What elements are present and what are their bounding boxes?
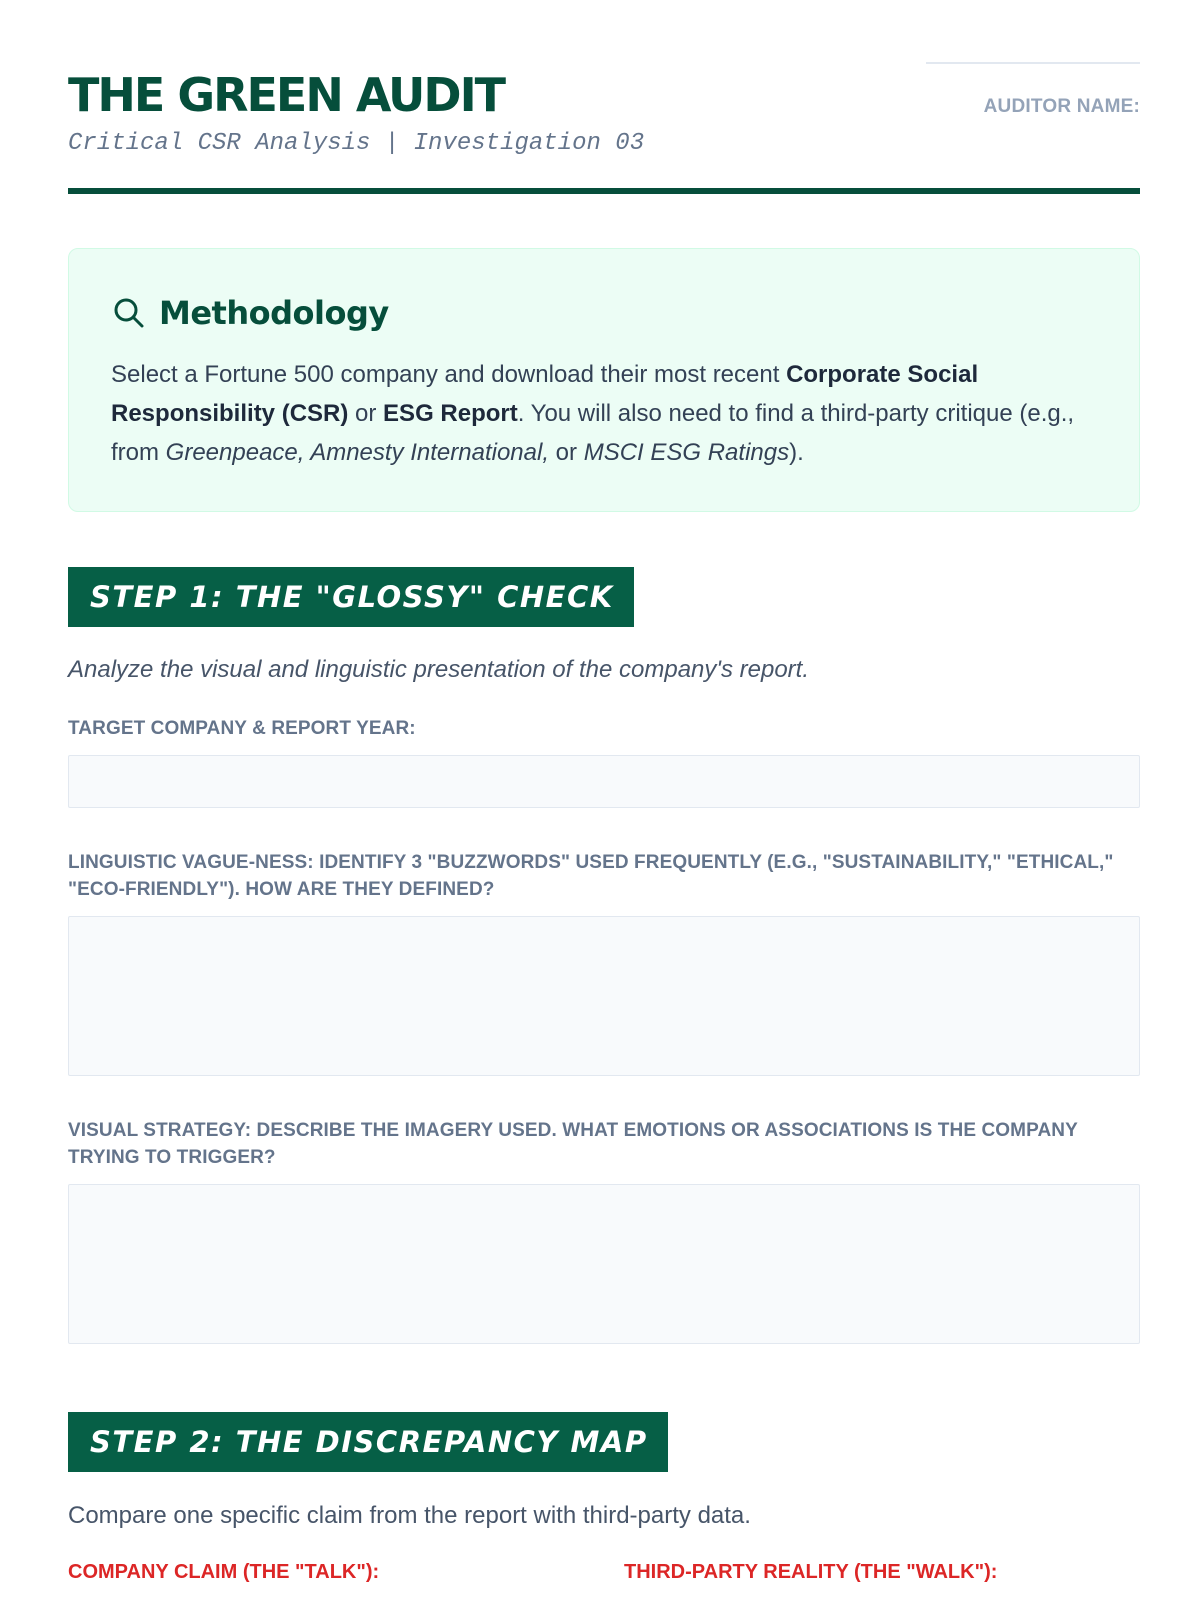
- methodology-text-part: or: [348, 400, 384, 427]
- methodology-text-part: ).: [789, 439, 804, 466]
- linguistic-vagueness-label: LINGUISTIC VAGUE-NESS: IDENTIFY 3 "BUZZWORDS" USED FREQUENTLY (E.G., "SUSTAINABILITY," "ETHICAL," "ECO-FRIENDLY"). HOW ARE THEY DEFINED?: [68, 852, 1114, 900]
- methodology-italic-sources: Greenpeace, Amnesty International,: [165, 439, 550, 466]
- company-claim-label: COMPANY CLAIM (THE "TALK"):: [68, 1561, 380, 1583]
- visual-strategy-field[interactable]: [68, 1184, 1140, 1344]
- methodology-text-part: Select a Fortune 500 company and download their most recent: [111, 361, 787, 388]
- step-2-banner: STEP 2: THE DISCREPANCY MAP: [68, 1412, 668, 1472]
- methodology-bold-csr: Corporate Social Responsibility (CSR): [111, 361, 979, 427]
- methodology-heading: [111, 293, 1099, 333]
- header-divider: [68, 188, 1140, 194]
- auditor-name-field[interactable]: [926, 62, 1140, 64]
- target-company-field[interactable]: [68, 755, 1140, 808]
- target-company-label: TARGET COMPANY & REPORT YEAR:: [68, 718, 416, 739]
- methodology-text: [111, 355, 1099, 472]
- methodology-italic-msci: MSCI ESG Ratings: [583, 439, 790, 466]
- worksheet-page: [68, 0, 1140, 1583]
- search-icon: [111, 295, 147, 331]
- page-title: THE GREEN AUDIT: [68, 68, 505, 122]
- step-1-lead: Analyze the visual and linguistic presentation of the company's report.: [68, 656, 809, 683]
- methodology-bold-esg: ESG Report: [383, 400, 518, 427]
- page-subtitle: Critical CSR Analysis | Investigation 03: [68, 130, 645, 157]
- methodology-text-part: . You will also need to find a third-party critique (e.g., from: [111, 400, 1075, 466]
- step-1-banner: STEP 1: THE "GLOSSY" CHECK: [68, 567, 634, 627]
- methodology-title: Methodology: [159, 294, 389, 332]
- page-header: [68, 0, 1140, 194]
- linguistic-vagueness-field[interactable]: [68, 916, 1140, 1076]
- methodology-text-part: or: [549, 439, 584, 466]
- methodology-box: [68, 248, 1140, 512]
- third-party-reality-label: THIRD-PARTY REALITY (THE "WALK"):: [624, 1561, 998, 1583]
- auditor-name-label: AUDITOR NAME:: [983, 96, 1140, 117]
- step-2-lead: Compare one specific claim from the report with third-party data.: [68, 1502, 751, 1529]
- auditor-name-block: [926, 96, 1140, 118]
- visual-strategy-label: VISUAL STRATEGY: DESCRIBE THE IMAGERY USED. WHAT EMOTIONS OR ASSOCIATIONS IS THE COMPANY TRYING TO TRIGGER?: [68, 1120, 1078, 1168]
